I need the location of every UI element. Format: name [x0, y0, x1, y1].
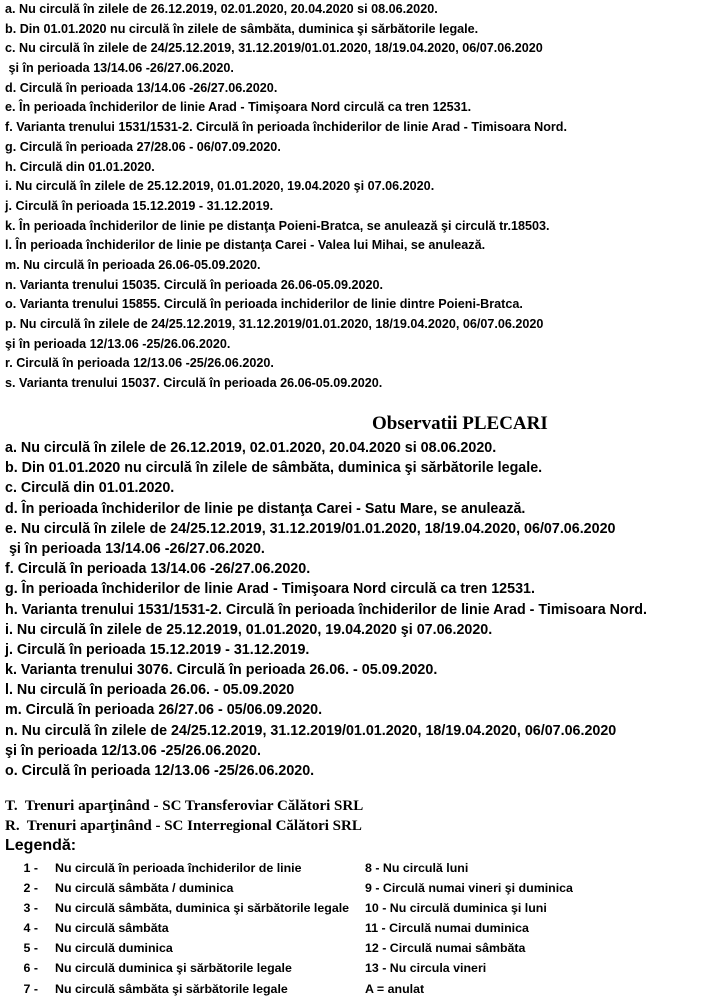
note-line: i. Nu circulă în zilele de 25.12.2019, 01.01.2020, 19.04.2020 şi 07.06.2020. — [5, 179, 435, 194]
note-line: k. Varianta trenului 3076. Circulă în perioada 26.06. - 05.09.2020. — [5, 662, 438, 679]
note-line: g. În perioada închiderilor de linie Arad - Timişoara Nord circulă ca tren 12531. — [5, 581, 535, 598]
note-line: şi în perioada 12/13.06 -25/26.06.2020. — [5, 336, 231, 351]
note-line: f. Circulă în perioada 13/14.06 -26/27.06.2020. — [5, 561, 311, 578]
legend-text: Nu circulă sâmbăta / duminica — [55, 881, 234, 896]
note-line: b. Din 01.01.2020 nu circulă în zilele de sâmbăta, duminica şi sărbătorile legale. — [5, 21, 479, 36]
legend-row — [0, 898, 719, 918]
note-line: d. În perioada închiderilor de linie pe distanţa Carei - Satu Mare, se anulează. — [5, 500, 526, 517]
legend-table — [0, 858, 719, 999]
note-line: h. Varianta trenului 1531/1531-2. Circulă în perioada închiderilor de linie Arad - Timisoara Nord. — [5, 601, 647, 618]
legend-text: Nu circulă sâmbăta — [55, 921, 169, 936]
operators-section — [5, 796, 363, 836]
note-line: k. În perioada închiderilor de linie pe distanţa Poieni-Bratca, se anulează şi circulă tr.18503. — [5, 218, 550, 233]
note-line: şi în perioada 12/13.06 -25/26.06.2020. — [5, 742, 261, 759]
legend-text: 13 - Nu circula vineri — [365, 961, 487, 976]
legend-text: Nu circulă sâmbăta şi sărbătorile legale — [55, 981, 288, 996]
note-line: r. Circulă în perioada 12/13.06 -25/26.06.2020. — [5, 356, 274, 371]
note-line: i. Nu circulă în zilele de 25.12.2019, 01.01.2020, 19.04.2020 şi 07.06.2020. — [5, 621, 493, 638]
legend-row — [0, 958, 719, 978]
legend-number: 5 - — [23, 941, 38, 956]
note-line: n. Nu circulă în zilele de 24/25.12.2019, 31.12.2019/01.01.2020, 18/19.04.2020, 06/07.06.2020 — [5, 722, 617, 739]
legend-row — [0, 878, 719, 898]
note-line: c. Nu circulă în zilele de 24/25.12.2019, 31.12.2019/01.01.2020, 18/19.04.2020, 06/07.06.2020 — [5, 41, 543, 56]
note-line: d. Circulă în perioada 13/14.06 -26/27.06.2020. — [5, 80, 278, 95]
note-line: g. Circulă în perioada 27/28.06 - 06/07.09.2020. — [5, 139, 281, 154]
legend-text: 10 - Nu circulă duminica şi luni — [365, 901, 547, 916]
legend-text: Nu circulă duminica — [55, 941, 173, 956]
legend-text: Nu circulă sâmbăta, duminica şi sărbătorile legale — [55, 901, 350, 916]
note-line: m. Nu circulă în perioada 26.06-05.09.2020. — [5, 257, 261, 272]
legend-title: Legendă: — [5, 837, 77, 854]
legend-text: Nu circulă în perioada închiderilor de linie — [55, 861, 302, 875]
note-line: şi în perioada 13/14.06 -26/27.06.2020. — [5, 540, 265, 557]
note-line: a. Nu circulă în zilele de 26.12.2019, 02.01.2020, 20.04.2020 si 08.06.2020. — [5, 440, 497, 456]
legend-text: 11 - Circulă numai duminica — [365, 921, 529, 936]
plecari-heading: Observatii PLECARI — [372, 413, 548, 434]
note-line: f. Varianta trenului 1531/1531-2. Circulă în perioada închiderilor de linie Arad - Timisoara Nord. — [5, 120, 567, 135]
operator-line: T. Trenuri aparţinând - SC Transferoviar Călători SRL — [5, 798, 364, 814]
legend-number: 6 - — [23, 961, 38, 976]
note-line: j. Circulă în perioada 15.12.2019 - 31.12.2019. — [5, 641, 310, 658]
note-line: a. Nu circulă în zilele de 26.12.2019, 02.01.2020, 20.04.2020 si 08.06.2020. — [5, 2, 438, 16]
note-line: c. Circulă din 01.01.2020. — [5, 480, 175, 497]
legend-text: 9 - Circulă numai vineri şi duminica — [365, 881, 573, 896]
note-line: e. În perioada închiderilor de linie Arad - Timişoara Nord circulă ca tren 12531. — [5, 100, 472, 115]
legend-number: 4 - — [23, 921, 38, 936]
legend-number: 7 - — [23, 981, 38, 996]
legend-text: Nu circulă duminica şi sărbătorile legale — [55, 961, 292, 976]
note-line: o. Circulă în perioada 12/13.06 -25/26.06.2020. — [5, 763, 315, 779]
legend-row — [0, 858, 719, 878]
sosiri-notes-section — [5, 0, 717, 394]
note-line: n. Varianta trenului 15035. Circulă în perioada 26.06-05.09.2020. — [5, 277, 383, 292]
legend-text: 8 - Nu circulă luni — [365, 861, 469, 875]
note-line: s. Varianta trenului 15037. Circulă în perioada 26.06-05.09.2020. — [5, 376, 383, 391]
note-line: b. Din 01.01.2020 nu circulă în zilele de sâmbăta, duminica şi sărbătorile legale. — [5, 460, 543, 477]
legend-text: 12 - Circulă numai sâmbăta — [365, 941, 526, 956]
plecari-notes-section — [5, 438, 717, 781]
note-line: m. Circulă în perioada 26/27.06 - 05/06.09.2020. — [5, 702, 323, 719]
legend-row — [0, 918, 719, 938]
operator-line: R. Trenuri aparţinând - SC Interregional Călători SRL — [5, 818, 362, 834]
legend-number: 1 - — [23, 861, 38, 875]
legend-row — [0, 979, 719, 999]
note-line: j. Circulă în perioada 15.12.2019 - 31.12.2019. — [5, 198, 274, 213]
note-line: l. Nu circulă în perioada 26.06. - 05.09.2020 — [5, 682, 295, 699]
legend-number: 2 - — [23, 881, 38, 896]
legend-text: A = anulat — [365, 981, 425, 996]
legend-number: 3 - — [23, 901, 38, 916]
note-line: şi în perioada 13/14.06 -26/27.06.2020. — [5, 61, 234, 76]
note-line: o. Varianta trenului 15855. Circulă în perioada inchiderilor de linie dintre Poieni-Bratca. — [5, 297, 523, 312]
note-line: p. Nu circulă în zilele de 24/25.12.2019, 31.12.2019/01.01.2020, 18/19.04.2020, 06/07.06.2020 — [5, 317, 544, 331]
note-line: e. Nu circulă în zilele de 24/25.12.2019, 31.12.2019/01.01.2020, 18/19.04.2020, 06/07.06.2020 — [5, 520, 616, 537]
note-line: l. În perioada închiderilor de linie pe distanţa Carei - Valea lui Mihai, se anulează. — [5, 238, 486, 253]
note-line: h. Circulă din 01.01.2020. — [5, 159, 155, 174]
legend-row — [0, 938, 719, 958]
